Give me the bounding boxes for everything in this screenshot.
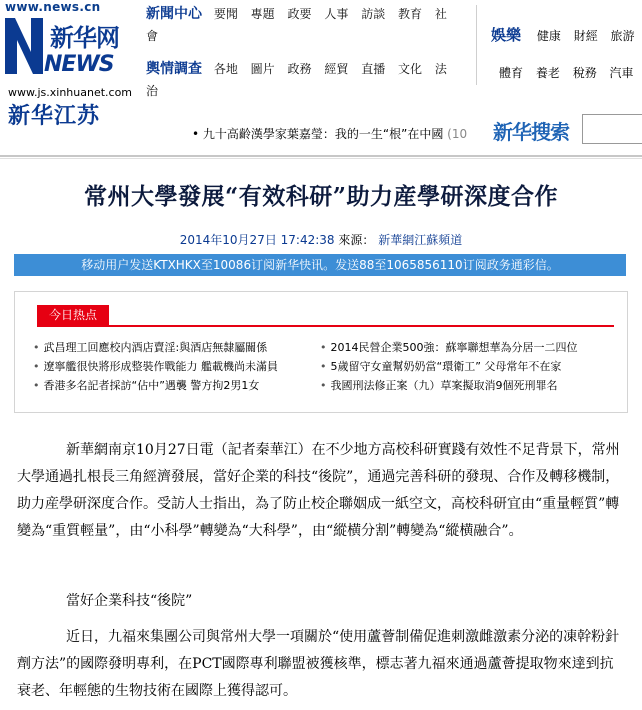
nav-item[interactable]: 專題 xyxy=(250,7,275,21)
article-meta xyxy=(0,231,642,248)
nav-item[interactable]: 政要 xyxy=(287,7,312,21)
logo-news[interactable]: NEWS xyxy=(44,52,114,77)
ticker-text[interactable]: • 九十高齡漢學家葉嘉瑩：我的一生“根”在中國 xyxy=(192,127,444,141)
nav-item[interactable]: 旅游 xyxy=(610,29,635,43)
logo-url-bottom[interactable]: www.js.xinhuanet.com xyxy=(8,86,133,99)
nav-item[interactable]: 健康 xyxy=(536,29,561,43)
entertainment-title[interactable]: 娛樂 xyxy=(491,26,522,44)
header-divider xyxy=(0,155,642,157)
search-input[interactable] xyxy=(582,114,642,144)
list-item[interactable]: • 香港多名記者採訪“佔中”遇襲 警方拘2男1女 xyxy=(33,379,260,392)
nav-item[interactable]: 財經 xyxy=(573,29,598,43)
bullet-icon: • xyxy=(33,379,40,392)
nav-item[interactable]: 體育 xyxy=(499,66,524,80)
nav-item[interactable]: 法治 xyxy=(146,62,447,98)
article-subhead: 當好企業科技“後院” xyxy=(66,593,193,609)
news-center-nav xyxy=(146,3,462,47)
article-date: 2014年10月27日 17:42:38 xyxy=(179,233,335,247)
article-paragraph: 近日，九福來集團公司與常州大學一項關於“使用蘆薈制備促進刺激雌激素分泌的凍幹粉針劑方法”的國際發明專利，在PCT國際專利聯盟被獲核準，標志著九福來通過蘆薈提取物來達到抗衰老、年輕態的生物技術在國際上獲得認可。 xyxy=(17,629,620,699)
nav-item[interactable]: 直播 xyxy=(361,62,386,76)
bullet-icon: • xyxy=(33,341,40,354)
news-ticker[interactable] xyxy=(192,125,467,142)
nav-item[interactable]: 養老 xyxy=(535,66,560,80)
bullet-icon: • xyxy=(320,341,327,354)
article-paragraph: 新華網南京10月27日電（記者秦華江）在不少地方高校科研實踐有效性不足背景下，常州大學通過扎根長三角經濟發展，當好企業的科技“後院”，通過完善科研的發現、合作及轉移機制，助力産學研深度合作。受訪人士指出，為了防止校企聯姻成一紙空文，高校科研宜由“重量輕質”轉變為“重質輕量”，由“小科學”轉變為“大科學”，由“縱横分割”轉變為“縱横融合”。 xyxy=(17,442,620,539)
logo-name-cn[interactable]: 新华网 xyxy=(50,24,119,52)
entertainment-nav xyxy=(491,24,642,45)
list-item[interactable]: • 我國刑法修正案（九）草案擬取消9個死刑罪名 xyxy=(320,379,558,392)
list-item[interactable]: • 5歲留守女童幫奶奶當“環衛工” 父母常年不在家 xyxy=(320,360,562,373)
list-item[interactable]: • 遼寧艦很快將形成整裝作戰能力 艦載機尚未滿員 xyxy=(33,360,278,373)
header-divider-light xyxy=(0,158,642,159)
nav-item[interactable]: 政務 xyxy=(287,62,312,76)
nav-item[interactable]: 訪談 xyxy=(361,7,386,21)
list-item[interactable]: • 2014民營企業500強：蘇寧聯想華為分居一二四位 xyxy=(320,341,578,354)
source-label: 來源： xyxy=(338,233,375,247)
search-brand: 新华搜索 xyxy=(493,120,569,144)
ticker-suffix: (10 xyxy=(447,127,468,141)
promo-bar[interactable]: 移动用户发送KTXHKX至10086订阅新华快讯。发送88至1065856110订阅政务通彩信。 xyxy=(14,254,626,276)
hot-news-underline xyxy=(37,325,614,327)
nav-item[interactable]: 汽車 xyxy=(609,66,634,80)
nav-item[interactable]: 人事 xyxy=(324,7,349,21)
nav-item[interactable]: 社會 xyxy=(146,7,447,43)
list-item[interactable]: • 武昌理工回應校内酒店賣淫:與酒店無隸屬關係 xyxy=(33,341,268,354)
hot-news-tab[interactable]: 今日热点 xyxy=(37,305,109,325)
nav-item[interactable]: 教育 xyxy=(398,7,423,21)
misc-nav xyxy=(499,64,642,81)
nav-item[interactable]: 稅務 xyxy=(572,66,597,80)
nav-item[interactable]: 經貿 xyxy=(324,62,349,76)
nav-item[interactable]: 各地 xyxy=(213,62,238,76)
news-center-title[interactable]: 新聞中心 xyxy=(146,6,202,22)
hot-news-right-list xyxy=(320,338,578,395)
nav-item[interactable]: 圖片 xyxy=(250,62,275,76)
bullet-icon: • xyxy=(320,379,327,392)
bullet-icon: • xyxy=(33,360,40,373)
opinion-nav xyxy=(146,58,462,102)
logo-jiangsu[interactable]: 新华江苏 xyxy=(8,104,101,129)
nav-item[interactable]: 文化 xyxy=(398,62,423,76)
nav-item[interactable]: 要聞 xyxy=(213,7,238,21)
article-title: 常州大學發展“有效科研”助力産學研深度合作 xyxy=(84,183,558,210)
article-source[interactable]: 新華網江蘇頻道 xyxy=(378,233,463,247)
xinhua-logo-icon[interactable] xyxy=(3,14,45,76)
hot-news-left-list xyxy=(33,338,278,395)
logo-url-top[interactable]: www.news.cn xyxy=(5,0,101,14)
nav-divider xyxy=(476,5,477,85)
opinion-title[interactable]: 輿情調查 xyxy=(146,61,202,77)
bullet-icon: • xyxy=(320,360,327,373)
